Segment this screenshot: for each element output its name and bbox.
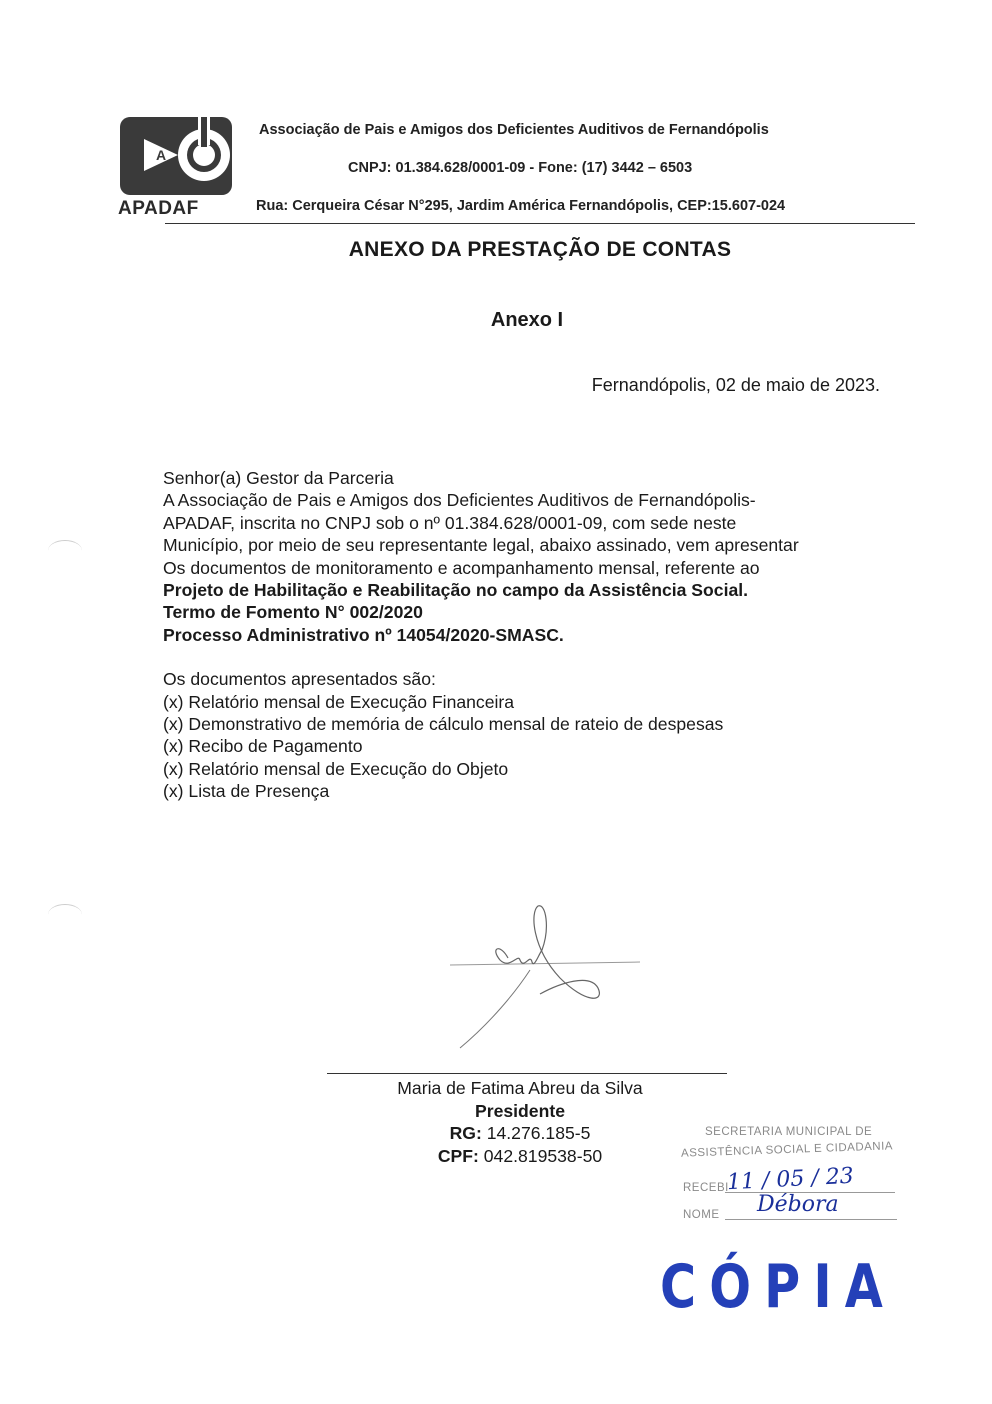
document-title: ANEXO DA PRESTAÇÃO DE CONTAS [348, 238, 732, 261]
document-item: (x) Relatório mensal de Execução Financeira [163, 691, 515, 712]
received-date: 11 / 05 / 23 [726, 1163, 855, 1196]
project-name: Projeto de Habilitação e Reabilitação no campo da Assistência Social. [163, 580, 749, 601]
scan-mark [48, 904, 82, 925]
org-address: Rua: Cerqueira César N°295, Jardim América Fernandópolis, CEP:15.607-024 [256, 198, 786, 214]
handwritten-signature [420, 898, 670, 1058]
body-line: Senhor(a) Gestor da Parceria [163, 468, 394, 488]
signer-block [320, 1077, 720, 1167]
copy-stamp: CÓPIA [660, 1252, 896, 1322]
document-item: (x) Recibo de Pagamento [163, 736, 363, 757]
body-line: A Associação de Pais e Amigos dos Deficientes Auditivos de Fernandópolis- [163, 490, 756, 511]
logo-wordmark: APADAF [118, 198, 199, 219]
date-line: Fernandópolis, 02 de maio de 2023. [591, 375, 880, 395]
received-by-name: Débora [757, 1192, 839, 1217]
org-name: Associação de Pais e Amigos dos Deficientes Auditivos de Fernandópolis [259, 122, 769, 138]
body-line: Município, por meio de seu representante legal, abaixo assinado, vem apresentar [163, 535, 799, 556]
cnpj-phone: CNPJ: 01.384.628/0001-09 - Fone: (17) 3442 – 6503 [348, 160, 693, 176]
stamp-line-2: ASSISTÊNCIA SOCIAL E CIDADANIA [680, 1140, 894, 1160]
header-divider [165, 223, 915, 224]
cpf-label: CPF: [437, 1145, 479, 1166]
body-line: Os documentos de monitoramento e acompanhamento mensal, referente ao [163, 557, 760, 578]
rg-value: 14.276.185-5 [481, 1123, 591, 1144]
signer-name: Maria de Fatima Abreu da Silva [397, 1078, 643, 1098]
letter-body [163, 467, 923, 803]
body-line: APADAF, inscrita no CNPJ sob o nº 01.384.628/0001-09, com sede neste [163, 512, 737, 533]
document-item: (x) Lista de Presença [163, 781, 330, 802]
name-label: NOME [683, 1209, 720, 1221]
signer-role: Presidente [475, 1100, 565, 1121]
received-label: RECEBI [683, 1182, 729, 1194]
scan-mark [48, 540, 82, 561]
signature-line [327, 1073, 727, 1074]
term-number: Termo de Fomento N° 002/2020 [163, 602, 423, 623]
cpf-value: 042.819538-50 [478, 1145, 603, 1166]
annex-label: Anexo I [490, 309, 564, 331]
stamp-line-1: SECRETARIA MUNICIPAL DE [705, 1126, 873, 1138]
svg-text:A: A [155, 147, 167, 163]
signer-rg [320, 1122, 720, 1145]
receipt-stamp [675, 1122, 915, 1234]
rg-label: RG: [449, 1123, 482, 1144]
signer-cpf [320, 1145, 720, 1168]
documents-intro: Os documentos apresentados são: [163, 669, 436, 690]
document-item: (x) Relatório mensal de Execução do Objeto [163, 758, 509, 779]
document-item: (x) Demonstrativo de memória de cálculo mensal de rateio de despesas [163, 714, 724, 735]
process-number: Processo Administrativo nº 14054/2020-SMASC. [163, 624, 564, 645]
